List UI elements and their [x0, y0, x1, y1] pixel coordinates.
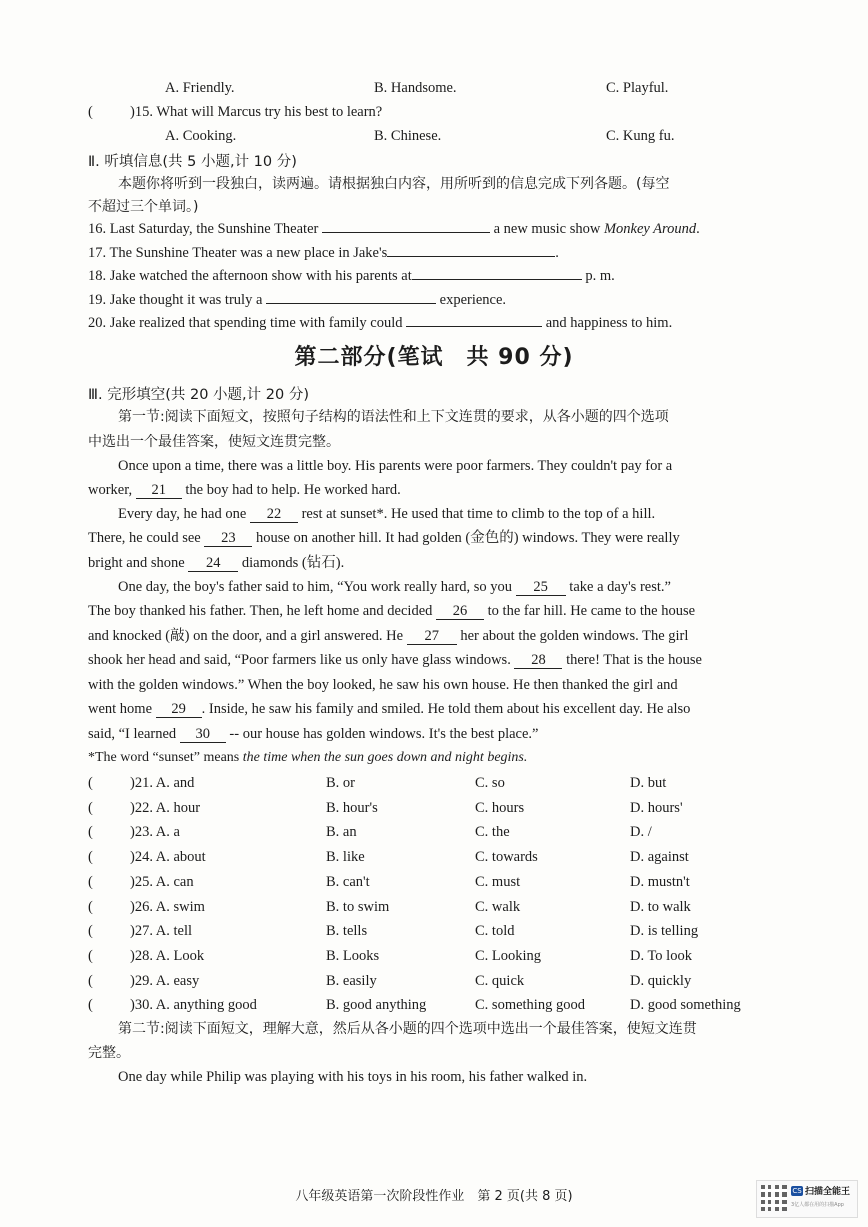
q16-blank[interactable] [322, 232, 490, 233]
q18-blank[interactable] [412, 279, 582, 280]
question-option-b: B. tells [326, 923, 368, 940]
answer-paren[interactable]: ( [88, 873, 93, 890]
question-option-d: D. mustn't [630, 873, 690, 890]
question-option-a: )30. A. anything good [130, 997, 257, 1014]
question-option-d: D. / [630, 824, 652, 841]
question-option-c: C. Looking [475, 947, 542, 964]
passage-line-9 [88, 650, 702, 670]
q16-mid: a new music show [493, 221, 601, 237]
blank-30[interactable]: 30 [180, 726, 226, 743]
question-option-b: B. hour's [326, 799, 378, 816]
section3-instruction-2: 中选出一个最佳答案，使短文连贯完整。 [88, 434, 340, 450]
question-option-c: C. hours [475, 799, 525, 816]
q17-end: . [555, 245, 559, 261]
q14-option-c: C. Playful. [606, 80, 669, 96]
passage-line-2 [88, 480, 401, 500]
question-option-a: )24. A. about [130, 849, 206, 866]
passage-text: and knocked (敲) on the door, and a girl answered. He [88, 628, 404, 644]
answer-paren[interactable]: ( [88, 849, 93, 866]
blank-26[interactable]: 26 [436, 603, 484, 620]
scanner-watermark [756, 1180, 858, 1218]
passage-line-11 [88, 699, 690, 719]
question-option-a: )22. A. hour [130, 799, 201, 816]
passage-line-3 [118, 504, 655, 524]
question-option-b: B. good anything [326, 997, 427, 1014]
passage-line-6 [118, 577, 671, 597]
passage-text: Every day, he had one [118, 506, 247, 522]
answer-paren[interactable]: ( [88, 824, 93, 841]
blank-22[interactable]: 22 [250, 506, 298, 523]
qr-code-pattern [761, 1185, 787, 1211]
question-option-a: )23. A. a [130, 824, 180, 841]
section3-heading: Ⅲ. 完形填空(共 20 小题,计 20 分) [88, 387, 309, 403]
q19-line [88, 290, 506, 310]
passage-text: her about the golden windows. The girl [460, 628, 689, 644]
q15-stem-text: 15. What will Marcus try his best to learn? [134, 104, 383, 120]
question-option-b: B. can't [326, 873, 370, 890]
part2-title: 第二部分(笔试 共 90 分) [294, 345, 574, 370]
blank-21[interactable]: 21 [136, 482, 182, 499]
question-option-b: B. to swim [326, 898, 390, 915]
scanner-logo-icon: CS [792, 1187, 802, 1195]
q16-show-title: Monkey Around [603, 221, 697, 237]
question-option-d: D. quickly [630, 972, 692, 989]
answer-paren[interactable]: ( [88, 898, 93, 915]
passage-text: to the far hill. He came to the house [487, 603, 696, 619]
q15-paren: ( [88, 104, 93, 120]
question-option-b: B. an [326, 824, 357, 841]
q15-option-c: C. Kung fu. [606, 128, 675, 144]
passage-text: -- our house has golden windows. It's the best place.” [229, 726, 539, 742]
passage-line-5 [88, 553, 344, 573]
question-option-c: C. told [475, 923, 515, 940]
question-option-c: C. the [475, 824, 510, 841]
answer-paren[interactable]: ( [88, 923, 93, 940]
q16-text: 16. Last Saturday, the Sunshine Theater [88, 221, 319, 237]
blank-23[interactable]: 23 [204, 530, 252, 547]
question-option-c: C. quick [475, 972, 525, 989]
q14-option-b: B. Handsome. [374, 80, 457, 96]
blank-27[interactable]: 27 [407, 628, 457, 645]
passage-text: The boy thanked his father. Then, he left home and decided [88, 603, 433, 619]
passage-line-4 [88, 528, 680, 548]
reading-first-line: One day while Philip was playing with his toys in his room, his father walked in. [118, 1069, 588, 1085]
passage-text: There, he could see [88, 530, 201, 546]
footnote-definition: the time when the sun goes down and night begins. [242, 750, 528, 765]
question-option-d: D. hours' [630, 799, 683, 816]
passage-footnote [88, 748, 527, 768]
q19-end: experience. [439, 292, 507, 308]
q18-text: 18. Jake watched the afternoon show with his parents at [88, 268, 412, 284]
q16-end: . [696, 221, 700, 237]
passage-line-1: Once upon a time, there was a little boy. His parents were poor farmers. They couldn't pay for a [118, 458, 673, 474]
q20-end: and happiness to him. [545, 315, 673, 331]
q15-option-a: A. Cooking. [165, 128, 237, 144]
question-option-b: B. easily [326, 972, 377, 989]
section2-instruction-2: 不超过三个单词。) [88, 199, 199, 215]
section3-part2-instruction-1: 第二节:阅读下面短文，理解大意，然后从各小题的四个选项中选出一个最佳答案，使短文连贯 [118, 1021, 697, 1037]
passage-line-8 [88, 626, 688, 646]
passage-line-12 [88, 724, 538, 744]
q19-blank[interactable] [266, 303, 436, 304]
q20-blank[interactable] [406, 326, 542, 327]
answer-paren[interactable]: ( [88, 775, 93, 791]
blank-25[interactable]: 25 [516, 579, 566, 596]
section3-instruction-1: 第一节:阅读下面短文，按照句子结构的语法性和上下文连贯的要求，从各小题的四个选项 [118, 409, 669, 425]
passage-text: diamonds (钻石). [241, 555, 345, 571]
question-option-c: C. something good [475, 997, 585, 1014]
blank-24[interactable]: 24 [188, 555, 238, 572]
answer-paren[interactable]: ( [88, 947, 93, 964]
question-option-a: )28. A. Look [130, 947, 205, 964]
question-option-d: D. to walk [630, 898, 691, 915]
q17-text: 17. The Sunshine Theater was a new place in Jake's [88, 245, 388, 261]
footnote-text: *The word “sunset” means [88, 750, 240, 765]
section2-heading: Ⅱ. 听填信息(共 5 小题,计 10 分) [88, 154, 297, 170]
q15-paren-close: ) [130, 104, 135, 120]
q18-line [88, 266, 615, 286]
q16-line [88, 219, 700, 239]
question-option-c: C. towards [475, 849, 538, 866]
question-option-d: D. To look [630, 947, 692, 964]
passage-text: there! That is the house [566, 652, 702, 668]
question-option-a: )26. A. swim [130, 898, 205, 915]
passage-text: rest at sunset*. He used that time to climb to the top of a hill. [301, 506, 656, 522]
scanner-tagline: 3亿人都在用的扫描App [791, 1202, 844, 1208]
page-footer: 八年级英语第一次阶段性作业 第 2 页(共 8 页) [295, 1189, 573, 1204]
q14-option-a: A. Friendly. [165, 80, 235, 96]
q17-line [88, 243, 559, 263]
answer-paren[interactable]: ( [88, 799, 93, 816]
question-option-a: )21. A. and [130, 775, 195, 791]
section3-part2-instruction-2: 完整。 [88, 1045, 130, 1061]
question-option-d: D. against [630, 849, 689, 866]
passage-line-10: with the golden windows.” When the boy looked, he saw his own house. He then thanked the girl and [88, 677, 678, 693]
question-option-c: C. walk [475, 898, 521, 915]
passage-text: take a day's rest.” [569, 579, 671, 595]
answer-paren[interactable]: ( [88, 972, 93, 989]
passage-text: bright and shone [88, 555, 185, 571]
question-option-b: B. Looks [326, 947, 380, 964]
question-option-b: B. or [326, 775, 355, 791]
passage-text: One day, the boy's father said to him, “You work really hard, so you [118, 579, 513, 595]
q20-line [88, 313, 672, 333]
question-option-a: )29. A. easy [130, 972, 200, 989]
passage-text: the boy had to help. He worked hard. [185, 482, 401, 498]
answer-paren[interactable]: ( [88, 997, 93, 1014]
passage-text: went home [88, 701, 153, 717]
passage-text: said, “I learned [88, 726, 177, 742]
question-option-b: B. like [326, 849, 365, 866]
q18-end: p. m. [585, 268, 615, 284]
question-option-d: D. but [630, 775, 667, 791]
passage-line-7 [88, 601, 695, 621]
question-option-d: D. good something [630, 997, 741, 1014]
blank-28[interactable]: 28 [514, 652, 562, 669]
q17-blank[interactable] [387, 256, 555, 257]
question-option-a: )25. A. can [130, 873, 194, 890]
passage-text: worker, [88, 482, 133, 498]
question-option-c: C. must [475, 873, 521, 890]
blank-29[interactable]: 29 [156, 701, 202, 718]
q19-text: 19. Jake thought it was truly a [88, 292, 263, 308]
q15-option-b: B. Chinese. [374, 128, 442, 144]
passage-text: shook her head and said, “Poor farmers like us only have glass windows. [88, 652, 511, 668]
passage-text: . Inside, he saw his family and smiled. He told them about his excellent day. He also [201, 701, 691, 717]
scanner-app-name: 扫描全能王 [805, 1187, 851, 1197]
question-option-c: C. so [475, 775, 505, 791]
passage-text: house on another hill. It had golden (金色的) windows. They were really [255, 530, 680, 546]
section2-instruction-1: 本题你将听到一段独白，读两遍。请根据独白内容，用所听到的信息完成下列各题。(每空 [118, 176, 670, 192]
q15-stem [130, 102, 382, 122]
question-option-d: D. is telling [630, 923, 699, 940]
q20-text: 20. Jake realized that spending time with family could [88, 315, 403, 331]
question-option-a: )27. A. tell [130, 923, 193, 940]
